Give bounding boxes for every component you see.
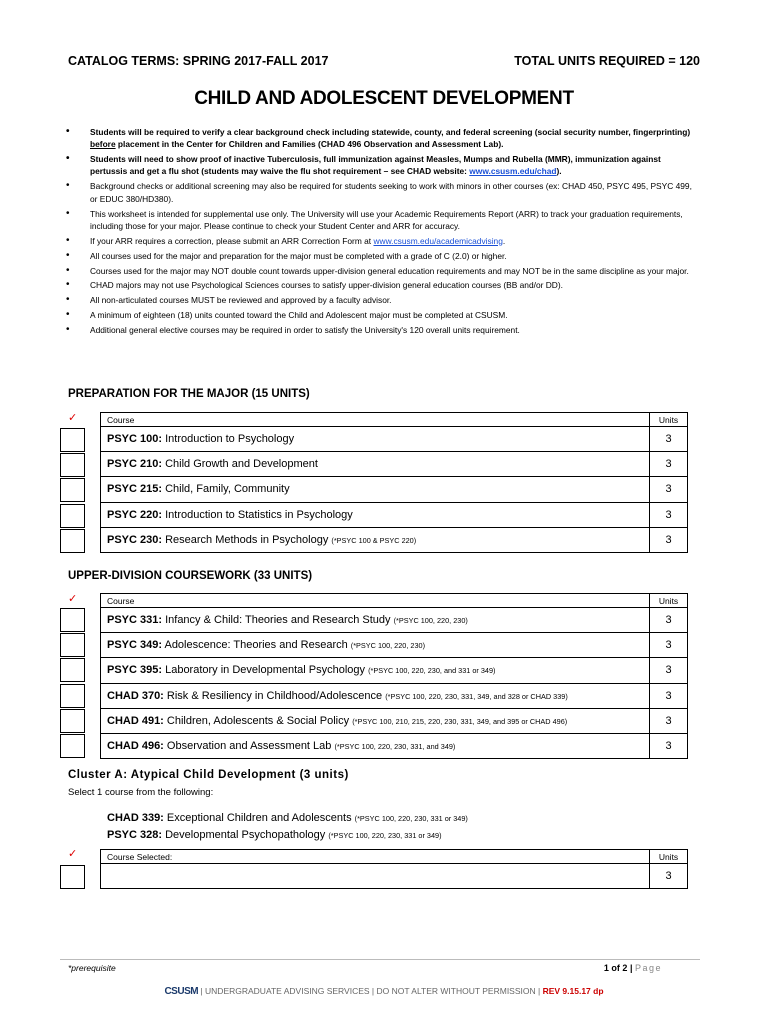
list-item: • This worksheet is intended for supplemental use only. The University will use your Academic Requirements Report (ARR) to track your graduation requirements, including those for your major. Please continue to check your Student Center and ARR for accuracy. xyxy=(66,208,696,233)
table-row: PSYC 210: Child Growth and Development 3 xyxy=(101,452,688,477)
csusm-logo: CSUSM xyxy=(164,986,199,997)
course-checkbox[interactable] xyxy=(60,684,85,708)
course-checkbox[interactable] xyxy=(60,453,85,477)
cluster-option: CHAD 339: Exceptional Children and Adolescents (*PSYC 100, 220, 230, 331 or 349) xyxy=(107,812,468,824)
list-item: • Students will need to show proof of inactive Tuberculosis, full immunization against Measles, Mumps and Rubella (MMR), immunization against pertussis and get a flu shot (students may waive the flu shot requirement – see CHAD website: www.csusm.edu/chad). xyxy=(66,153,696,178)
course-checkbox[interactable] xyxy=(60,633,85,657)
table-row: PSYC 100: Introduction to Psychology 3 xyxy=(101,427,688,452)
list-item: • Additional general elective courses may be required in order to satisfy the University's 120 overall units requirement. xyxy=(66,324,696,336)
list-item: • Background checks or additional screening may also be required for students seeking to work with minors in other courses (ex: CHAD 450, PSYC 495, PSYC 499, or EDUC 380/HD380). xyxy=(66,180,696,205)
col-course-selected: Course Selected: xyxy=(101,850,650,864)
table-row: CHAD 370: Risk & Resiliency in Childhood/Adolescence (*PSYC 100, 220, 230, 331, 349, and 328 or CHAD 339) 3 xyxy=(101,683,688,708)
requirements-list xyxy=(66,126,696,339)
table-row: PSYC 331: Infancy & Child: Theories and Research Study (*PSYC 100, 220, 230) 3 xyxy=(101,608,688,633)
revision-label: REV 9.15.17 dp xyxy=(542,986,604,996)
list-item: • CHAD majors may not use Psychological Sciences courses to satisfy upper-division general education courses (BB and/or DD). xyxy=(66,279,696,291)
check-icon: ✓ xyxy=(68,848,78,860)
page-title: CHILD AND ADOLESCENT DEVELOPMENT xyxy=(194,88,574,109)
col-units: Units xyxy=(650,594,688,608)
table-header xyxy=(101,594,688,608)
footer-text: | UNDERGRADUATE ADVISING SERVICES | DO NOT ALTER WITHOUT PERMISSION | xyxy=(200,986,543,996)
footer-bar xyxy=(0,986,768,997)
list-item: • Courses used for the major may NOT double count towards upper-division general education requirements and may NOT be in the same discipline as your major. xyxy=(66,265,696,277)
chad-website-link[interactable]: www.csusm.edu/chad xyxy=(469,166,557,177)
prep-table xyxy=(100,412,688,553)
table-row: CHAD 496: Observation and Assessment Lab (*PSYC 100, 220, 230, 331, and 349) 3 xyxy=(101,733,688,758)
table-header xyxy=(101,850,688,864)
col-units: Units xyxy=(650,413,688,427)
course-checkbox[interactable] xyxy=(60,504,85,528)
course-checkbox[interactable] xyxy=(60,734,85,758)
table-row: CHAD 491: Children, Adolescents & Social Policy (*PSYC 100, 210, 215, 220, 230, 331, 349, and 395 or CHAD 496) 3 xyxy=(101,708,688,733)
col-course: Course xyxy=(101,413,650,427)
table-row: PSYC 220: Introduction to Statistics in Psychology 3 xyxy=(101,502,688,527)
cluster-checkboxes xyxy=(60,865,85,890)
list-item: • All non-articulated courses MUST be reviewed and approved by a faculty advisor. xyxy=(66,294,696,306)
page-number: 1 of 2 | Page xyxy=(603,963,662,973)
cluster-table xyxy=(100,849,688,889)
course-checkbox[interactable] xyxy=(60,478,85,502)
catalog-terms: CATALOG TERMS: SPRING 2017-FALL 2017 xyxy=(68,54,329,68)
course-checkbox[interactable] xyxy=(60,529,85,553)
cluster-heading: Cluster A: Atypical Child Development (3 units) xyxy=(68,769,349,781)
col-course: Course xyxy=(101,594,650,608)
prep-checkboxes xyxy=(60,428,85,554)
col-units: Units xyxy=(650,850,688,864)
list-item: • If your ARR requires a correction, please submit an ARR Correction Form at www.csusm.edu/academicadvising. xyxy=(66,235,696,247)
course-checkbox[interactable] xyxy=(60,428,85,452)
course-selected-field[interactable] xyxy=(101,864,650,889)
footer-divider xyxy=(60,959,700,960)
check-icon: ✓ xyxy=(68,412,78,424)
cluster-instruction: Select 1 course from the following: xyxy=(68,787,214,798)
academic-advising-link[interactable]: www.csusm.edu/academicadvising xyxy=(373,235,503,246)
table-row: PSYC 230: Research Methods in Psychology (*PSYC 100 & PSYC 220) 3 xyxy=(101,527,688,552)
check-icon: ✓ xyxy=(68,593,78,605)
course-checkbox[interactable] xyxy=(60,709,85,733)
total-units: TOTAL UNITS REQUIRED = 120 xyxy=(514,54,700,68)
table-row: PSYC 395: Laboratory in Developmental Psychology (*PSYC 100, 220, 230, and 331 or 349) 3 xyxy=(101,658,688,683)
table-row: PSYC 349: Adolescence: Theories and Research (*PSYC 100, 220, 230) 3 xyxy=(101,633,688,658)
table-header xyxy=(101,413,688,427)
upper-table xyxy=(100,593,688,759)
prep-heading: PREPARATION FOR THE MAJOR (15 UNITS) xyxy=(68,388,310,400)
list-item: • A minimum of eighteen (18) units counted toward the Child and Adolescent major must be completed at CSUSM. xyxy=(66,309,696,321)
list-item: • All courses used for the major and preparation for the major must be completed with a grade of C (2.0) or higher. xyxy=(66,250,696,262)
course-checkbox[interactable] xyxy=(60,608,85,632)
table-row: 3 xyxy=(101,864,688,889)
course-checkbox[interactable] xyxy=(60,865,85,889)
cluster-option: PSYC 328: Developmental Psychopathology (*PSYC 100, 220, 230, 331 or 349) xyxy=(107,829,442,841)
upper-heading: UPPER-DIVISION COURSEWORK (33 UNITS) xyxy=(68,570,313,582)
table-row: PSYC 215: Child, Family, Community 3 xyxy=(101,477,688,502)
list-item: • Students will be required to verify a clear background check including statewide, county, and federal screening (social security number, fingerprinting) before placement in the Center for Children and Families (CHAD 496 Observation and Assessment Lab). xyxy=(66,126,696,151)
upper-checkboxes xyxy=(60,608,85,759)
course-checkbox[interactable] xyxy=(60,658,85,682)
prereq-note: *prerequisite xyxy=(68,963,116,973)
